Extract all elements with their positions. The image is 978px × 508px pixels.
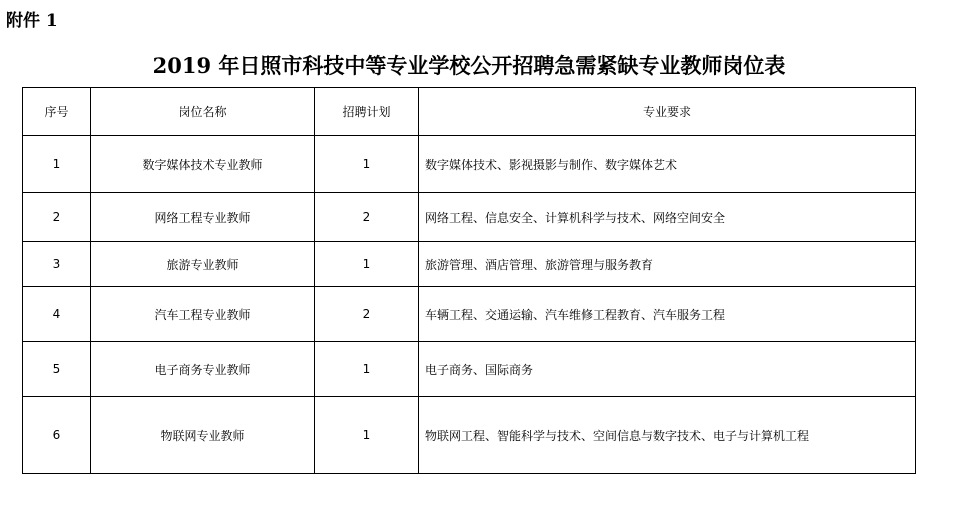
header-cell: 招聘计划 bbox=[315, 88, 419, 136]
row-number: 1 bbox=[23, 136, 91, 193]
position-name: 物联网专业教师 bbox=[91, 397, 315, 474]
hiring-count: 2 bbox=[315, 193, 419, 242]
table-row bbox=[23, 193, 916, 242]
hiring-count: 1 bbox=[315, 242, 419, 287]
header-cell: 专业要求 bbox=[419, 88, 916, 136]
position-name: 数字媒体技术专业教师 bbox=[91, 136, 315, 193]
header-cell: 序号 bbox=[23, 88, 91, 136]
position-name: 电子商务专业教师 bbox=[91, 342, 315, 397]
major-requirements: 网络工程、信息安全、计算机科学与技术、网络空间安全 bbox=[419, 193, 916, 242]
attachment-label: 附件 1 bbox=[6, 11, 58, 31]
table-row bbox=[23, 342, 916, 397]
hiring-count: 2 bbox=[315, 287, 419, 342]
major-requirements: 物联网工程、智能科学与技术、空间信息与数字技术、电子与计算机工程 bbox=[419, 397, 916, 474]
position-name: 汽车工程专业教师 bbox=[91, 287, 315, 342]
position-name: 旅游专业教师 bbox=[91, 242, 315, 287]
table-row bbox=[23, 136, 916, 193]
page-title: 2019 年日照市科技中等专业学校公开招聘急需紧缺专业教师岗位表 bbox=[152, 53, 786, 78]
major-requirements: 数字媒体技术、影视摄影与制作、数字媒体艺术 bbox=[419, 136, 916, 193]
positions-table bbox=[22, 87, 916, 474]
major-requirements: 电子商务、国际商务 bbox=[419, 342, 916, 397]
table-header-row bbox=[23, 88, 916, 136]
hiring-count: 1 bbox=[315, 397, 419, 474]
table-row bbox=[23, 287, 916, 342]
hiring-count: 1 bbox=[315, 342, 419, 397]
row-number: 3 bbox=[23, 242, 91, 287]
table-row bbox=[23, 397, 916, 474]
row-number: 6 bbox=[23, 397, 91, 474]
header-cell: 岗位名称 bbox=[91, 88, 315, 136]
table-row bbox=[23, 242, 916, 287]
row-number: 4 bbox=[23, 287, 91, 342]
major-requirements: 车辆工程、交通运输、汽车维修工程教育、汽车服务工程 bbox=[419, 287, 916, 342]
row-number: 5 bbox=[23, 342, 91, 397]
row-number: 2 bbox=[23, 193, 91, 242]
position-name: 网络工程专业教师 bbox=[91, 193, 315, 242]
hiring-count: 1 bbox=[315, 136, 419, 193]
major-requirements: 旅游管理、酒店管理、旅游管理与服务教育 bbox=[419, 242, 916, 287]
